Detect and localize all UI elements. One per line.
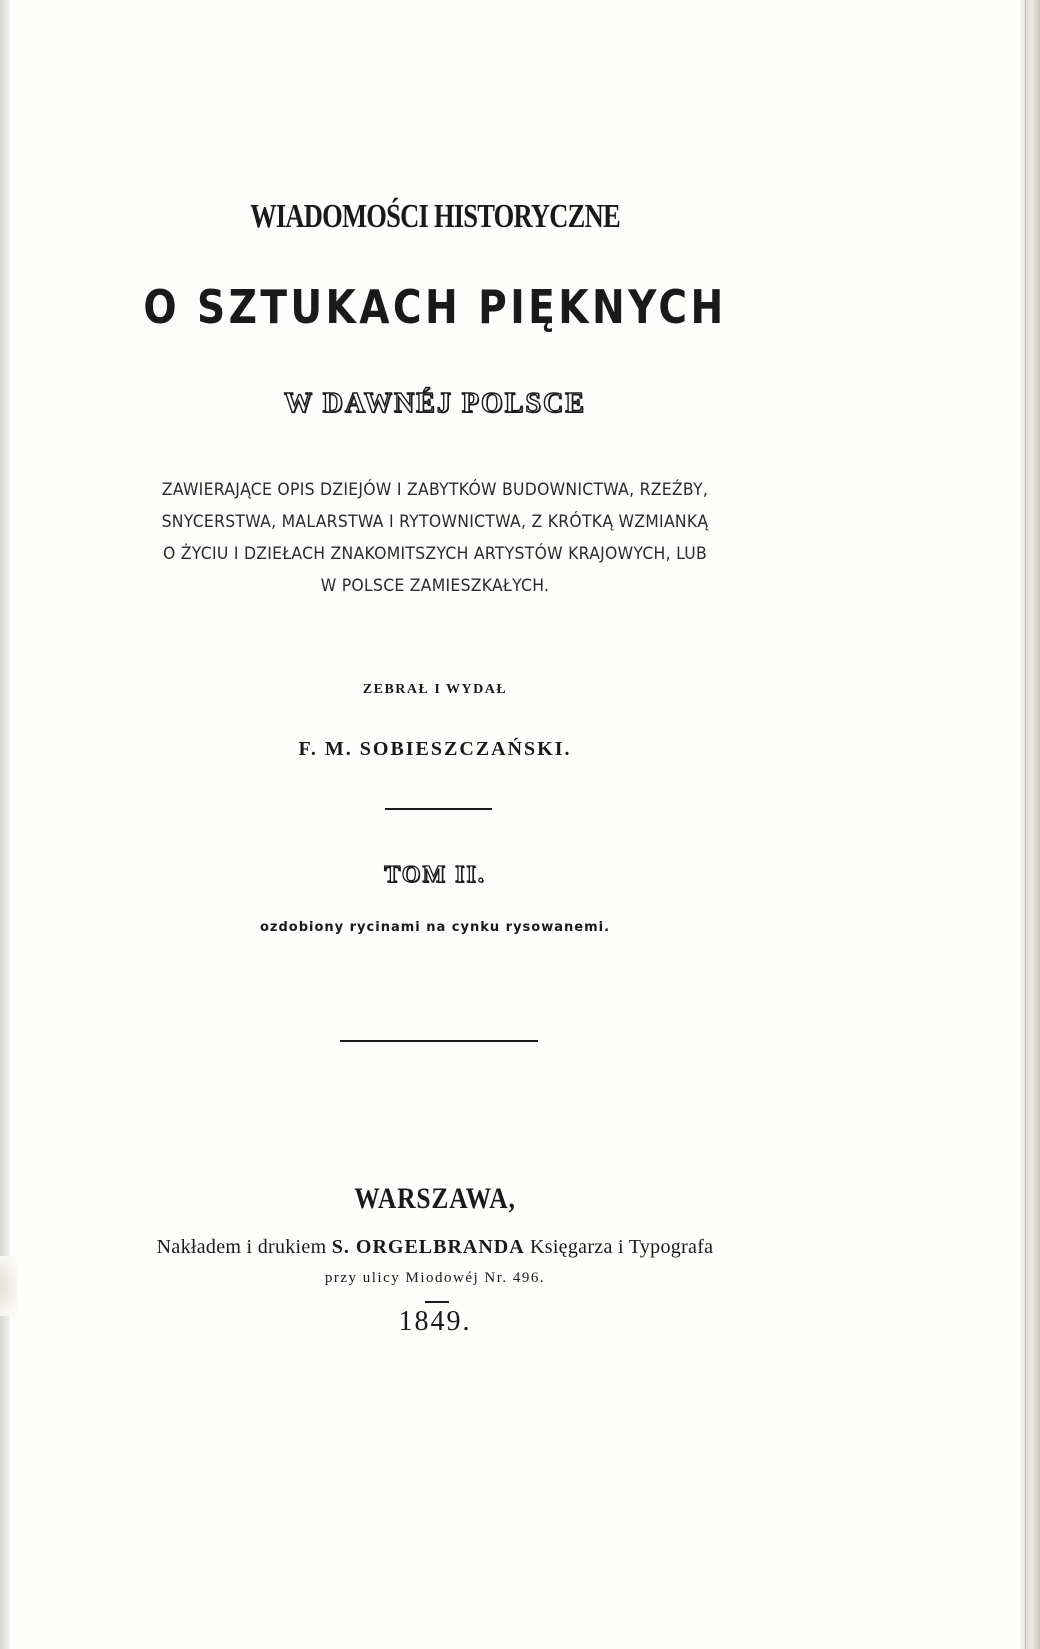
description-line: W POLSCE ZAMIESZKAŁYCH. <box>320 576 550 596</box>
description <box>90 474 780 602</box>
author-name: F. M. SOBIESZCZAŃSKI. <box>298 738 572 760</box>
binding-line <box>1025 0 1026 1649</box>
title-line-3: W DAWNÉJ POLSCE <box>284 388 586 419</box>
description-line: SNYCERSTWA, MALARSTWA I RYTOWNICTWA, Z KRÓTKĄ WZMIANKĄ <box>161 512 709 532</box>
divider-rule <box>385 808 492 810</box>
publisher-prefix: Nakładem i drukiem <box>156 1236 327 1258</box>
paper-blemish <box>0 1256 18 1316</box>
publisher-suffix: Księgarza i Typografa <box>530 1236 714 1258</box>
publisher-name: S. ORGELBRANDA <box>331 1236 525 1258</box>
compiled-by: ZEBRAŁ I WYDAŁ <box>362 682 508 697</box>
description-line: ZAWIERAJĄCE OPIS DZIEJÓW I ZABYTKÓW BUDOWNICTWA, RZEŹBY, <box>161 480 709 500</box>
description-line: O ŻYCIU I DZIEŁACH ZNAKOMITSZYCH ARTYSTÓW KRAJOWYCH, LUB <box>162 544 708 564</box>
imprint-address: przy ulicy Miodowéj Nr. 496. <box>324 1270 546 1286</box>
imprint-publisher <box>60 1236 810 1259</box>
title-line-2: O SZTUKACH PIĘKNYCH <box>143 280 727 334</box>
title-line-1: WIADOMOŚCI HISTORYCZNE <box>250 198 620 235</box>
page-left-edge <box>0 0 10 1649</box>
imprint-year: 1849. <box>398 1306 472 1337</box>
divider-rule <box>425 1301 449 1303</box>
illustration-note: ozdobiony rycinami na cynku rysowanemi. <box>259 920 611 935</box>
imprint-city: WARSZAWA, <box>354 1182 516 1215</box>
page-right-edge <box>1020 0 1040 1649</box>
divider-rule <box>340 1040 538 1042</box>
volume-label: TOM II. <box>384 862 486 888</box>
